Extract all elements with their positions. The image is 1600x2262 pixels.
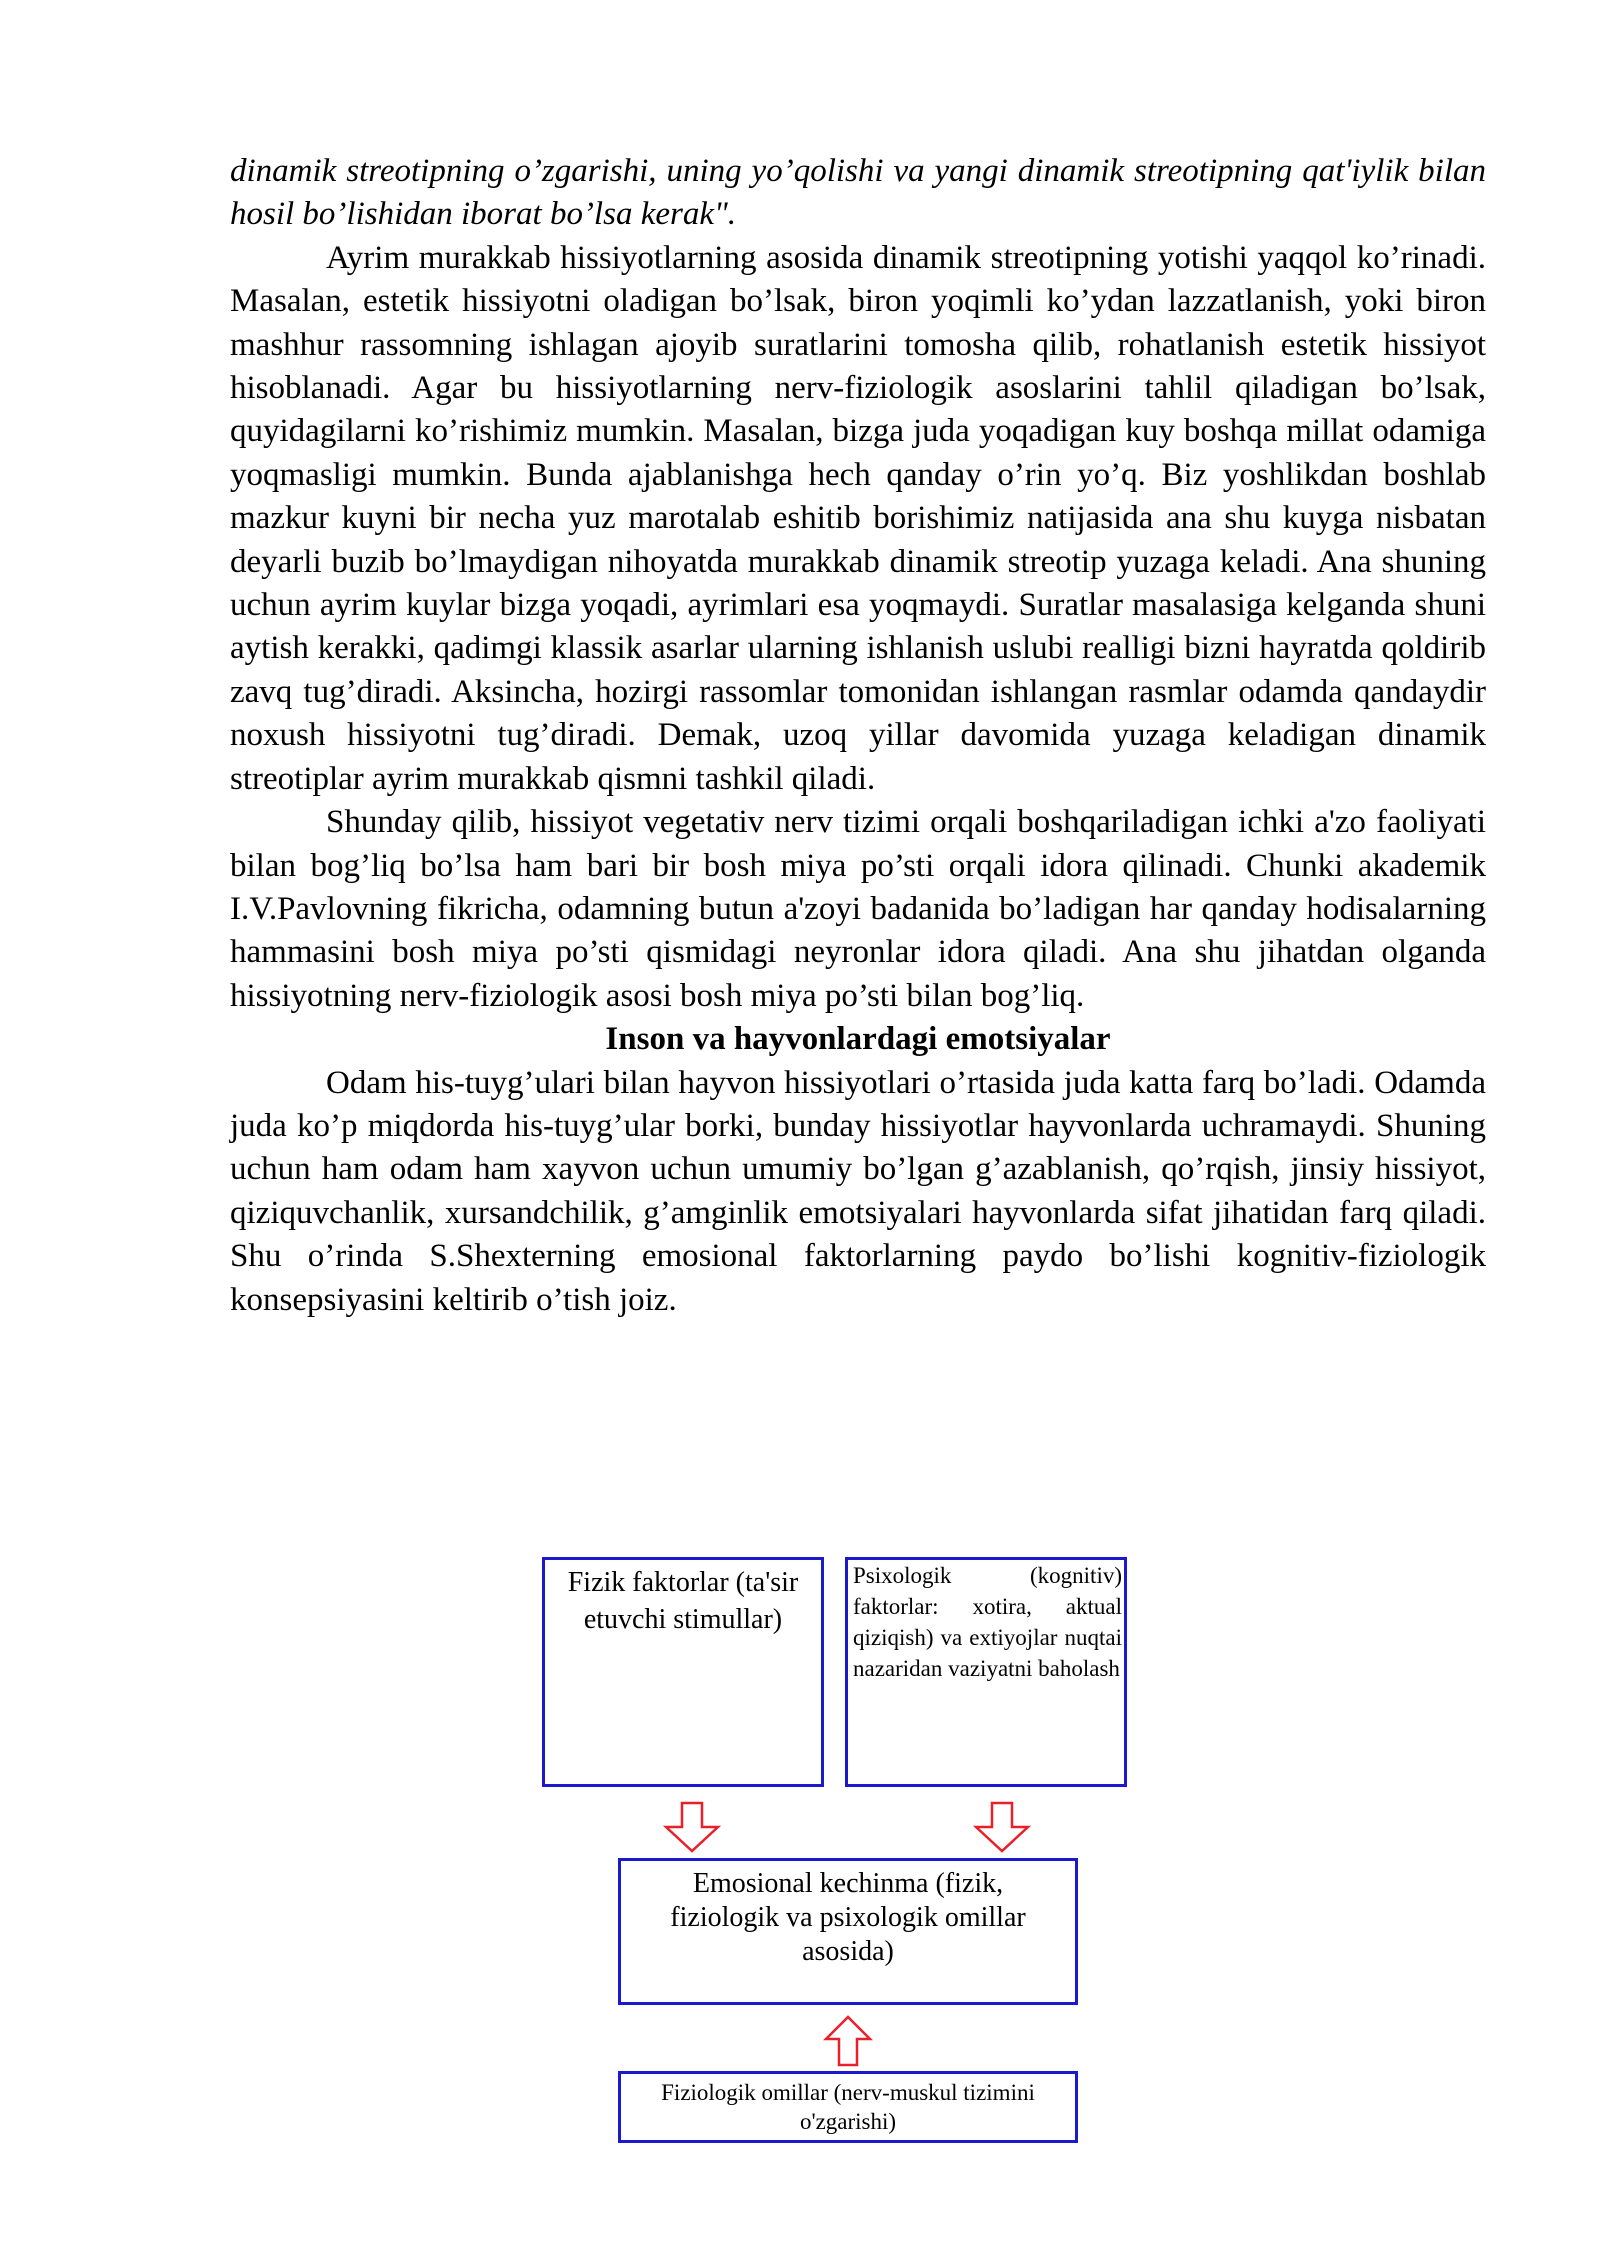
section-heading: Inson va hayvonlardagi emotsiyalar <box>605 1021 1111 1058</box>
emotional-experience-box <box>618 1858 1078 2005</box>
down-arrow-icon <box>663 1801 721 1853</box>
paragraph-1: dinamik streotipning o’zgarishi, uning yo’qolishi va yangi dinamik streotipning qat'iylik bilan hosil bo’lishidan iborat bo’lsa kerak". <box>230 153 1486 233</box>
paragraph-4: Odam his-tuyg’ulari bilan hayvon hissiyotlari o’rtasida juda katta farq bo’ladi. Odamda juda ko’p miqdorda his-tuyg’ular borki, bunday hissiyotlar hayvonlarda uchramaydi. Shuning uchun ham odam ham xayvon uchun umumiy bo’lgan g’azablanish, qo’rqish, jinsiy hissiyot, qiziquvchanlik, xursandchilik, g’amginlik emotsiyalari hayvonlarda sifat jihatidan farq qiladi. Shu o’rinda S.Shexterning emosional faktorlarning paydo bo’lishi kognitiv-fiziologik konsepsiyasini keltirib o’tish joiz. <box>230 1064 1486 1318</box>
up-arrow-icon <box>823 2015 873 2067</box>
psychological-factors-text: Psixologik (kognitiv) faktorlar: xotira, aktual qiziqish) va extiyojlar nuqtai nazaridan vaziyatni baholash <box>853 1563 1122 1681</box>
document-body <box>230 150 1486 1322</box>
psychological-factors-box <box>845 1557 1127 1787</box>
physical-factors-box <box>542 1557 824 1787</box>
paragraph-3: Shunday qilib, hissiyot vegetativ nerv tizimi orqali boshqariladigan ichki a'zo faoliyati bilan bog’liq bo’lsa ham bari bir bosh miya po’sti orqali idora qilinadi. Chunki akademik I.V.Pavlovning fikricha, odamning butun a'zoyi badanida bo’ladigan har qanday hodisalarning hammasini bosh miya po’sti qismidagi neyronlar idora qiladi. Ana shu jihatdan olganda hissiyotning nerv-fiziologik asosi bosh miya po’sti bilan bog’liq. <box>230 804 1486 1014</box>
physical-factors-text: Fizik faktorlar (ta'sir etuvchi stimullar) <box>567 1567 799 1635</box>
emotional-experience-text: Emosional kechinma (fizik, fiziologik va psixologik omillar asosida) <box>670 1868 1026 1967</box>
down-arrow-icon <box>973 1801 1031 1853</box>
physiological-factors-text: Fiziologik omillar (nerv-muskul tizimini o'zgarishi) <box>661 2080 1035 2134</box>
physiological-factors-box <box>618 2071 1078 2143</box>
paragraph-2: Ayrim murakkab hissiyotlarning asosida dinamik streotipning yotishi yaqqol ko’rinadi. Masalan, estetik hissiyotni oladigan bo’lsak, biron yoqimli ko’ydan lazzatlanish, yoki biron mashhur rassomning ishlagan ajoyib suratlarini tomosha qilib, rohatlanish estetik hissiyot hisoblanadi. Agar bu hissiyotlarning nerv-fiziologik asoslarini tahlil qiladigan bo’lsak, quyidagilarni ko’rishimiz mumkin. Masalan, bizga juda yoqadigan kuy boshqa millat odamiga yoqmasligi mumkin. Bunda ajablanishga hech qanday o’rin yo’q. Biz yoshlikdan boshlab mazkur kuyni bir necha yuz marotalab eshitib borishimiz natijasida ana shu kuyga nisbatan deyarli buzib bo’lmaydigan nihoyatda murakkab dinamik streotip yuzaga keladi. Ana shuning uchun ayrim kuylar bizga yoqadi, ayrimlari esa yoqmaydi. Suratlar masalasiga kelganda shuni aytish kerakki, qadimgi klassik asarlar ularning ishlanish uslubi realligi bizni hayratda qoldirib zavq tug’diradi. Aksincha, hozirgi rassomlar tomonidan ishlangan rasmlar odamda qandaydir noxush hissiyotni tug’diradi. Demak, uzoq yillar davomida yuzaga keladigan dinamik streotiplar ayrim murakkab qismni tashkil qiladi. <box>230 239 1486 797</box>
